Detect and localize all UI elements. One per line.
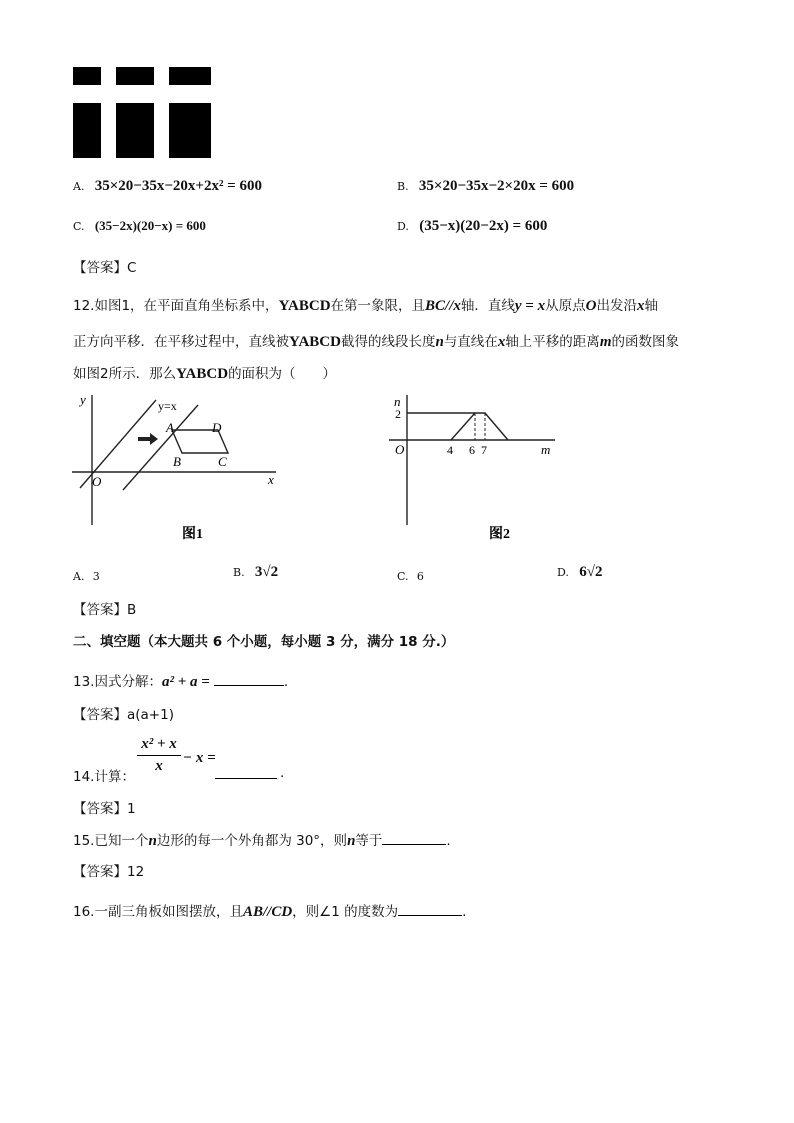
option-value: 3√2 [254, 564, 279, 580]
fraction [137, 736, 181, 775]
q12-line-3 [73, 362, 336, 383]
label-x: x [268, 472, 274, 487]
period: . [446, 833, 451, 849]
parallelogram-symbol: YABCD [278, 298, 331, 314]
label-origin: O [92, 474, 102, 489]
answer-blank[interactable] [214, 685, 284, 686]
math-x: x [636, 298, 645, 314]
block-top-2 [116, 67, 154, 85]
q15-answer: 【答案】12 [73, 864, 145, 880]
q12-option-c [397, 568, 424, 584]
q11-option-c [73, 218, 206, 234]
q11-option-d [397, 218, 547, 235]
math-ab-cd: AB//CD [242, 904, 293, 920]
text: 正方向平移．在平移过程中，直线被 [73, 334, 289, 350]
graph-outer [407, 413, 508, 440]
tick-4: 4 [447, 443, 453, 457]
text: 轴上平移的距离 [505, 334, 600, 350]
period: . [280, 765, 285, 781]
q12-figure-1 [68, 390, 283, 550]
q11-option-a [73, 178, 262, 195]
option-value: 6 [416, 570, 424, 583]
option-letter: D. [557, 566, 569, 579]
text: 12.如图1，在平面直角坐标系中， [73, 298, 279, 314]
block-bottom-2 [116, 103, 154, 158]
text: 与直线在 [443, 334, 498, 350]
arrow-right-icon [138, 433, 158, 445]
option-letter: C. [73, 220, 85, 233]
option-expr: (35−x)(20−2x) = 600 [419, 218, 548, 234]
option-letter: A. [73, 180, 85, 193]
answer-blank[interactable] [382, 844, 446, 845]
option-expr: 35×20−35x−2×20x = 600 [418, 178, 575, 194]
q12-option-b [233, 564, 278, 581]
block-bottom-1 [73, 103, 101, 158]
answer-blank[interactable] [398, 915, 462, 916]
label-b: B [173, 454, 181, 469]
section-heading: 二、填空题（本大题共 6 个小题，每小题 3 分，满分 18 分.） [73, 634, 455, 650]
label-y: y [80, 392, 86, 407]
q11-option-b [397, 178, 574, 195]
label-d: D [212, 420, 222, 435]
caption-fig-2: 图2 [489, 527, 510, 542]
label-line: y=x [158, 399, 177, 413]
label-c: C [218, 454, 227, 469]
option-letter: B. [397, 180, 409, 193]
math-yx: y = x [514, 298, 546, 314]
block-bottom-3 [169, 103, 211, 158]
label-n: n [394, 394, 401, 409]
q14 [73, 736, 373, 786]
graph-rise [451, 413, 475, 440]
math-tail: − x = [183, 750, 216, 766]
tick-2: 2 [395, 407, 401, 421]
math-m: m [599, 334, 612, 350]
option-value: 3 [92, 570, 100, 583]
label-a: A [166, 420, 174, 435]
text: 的面积为（ ） [228, 366, 337, 382]
tick-6: 6 [469, 443, 475, 457]
question-label: 14.计算： [73, 769, 135, 785]
q13 [73, 670, 288, 691]
text: 在第一象限，且 [330, 298, 426, 314]
text: 轴 [644, 298, 658, 314]
math-expr: a² + a = [161, 674, 210, 690]
q14-answer: 【答案】1 [73, 801, 136, 817]
denominator: x [155, 758, 163, 774]
math-bc: BC//x [425, 298, 461, 314]
math-n: n [347, 833, 356, 849]
option-letter: B. [233, 566, 245, 579]
q15 [73, 829, 451, 850]
q12-answer: 【答案】B [73, 602, 137, 618]
q11-answer: 【答案】C [73, 260, 137, 276]
answer-blank[interactable] [215, 762, 277, 779]
option-expr: (35−2x)(20−x) = 600 [94, 218, 206, 233]
q13-answer: 【答案】a(a+1) [73, 707, 174, 723]
question-label: 13.因式分解： [73, 674, 162, 690]
parallelogram-symbol: YABCD [176, 366, 229, 382]
label-origin: O [395, 442, 405, 457]
caption-fig-1: 图1 [182, 527, 203, 542]
q12-option-d [557, 564, 602, 581]
text: ，则∠1 的度数为 [292, 904, 399, 920]
math-n: n [148, 833, 157, 849]
text: 出发沿 [596, 298, 637, 314]
shifted-line [123, 405, 198, 490]
math-n: n [435, 334, 444, 350]
text: 16.一副三角板如图摆放，且 [73, 904, 243, 920]
text: 如图2所示．那么 [73, 366, 177, 382]
text: 轴．直线 [460, 298, 515, 314]
q12-option-a [73, 568, 100, 584]
period: . [462, 904, 467, 920]
text: 的函数图象 [611, 334, 679, 350]
q16 [73, 900, 466, 921]
q12-line-2 [73, 330, 679, 351]
math-x: x [497, 334, 506, 350]
period: . [283, 674, 289, 690]
math-o: O [585, 298, 597, 314]
numerator: x² + x [141, 736, 177, 752]
text: 15.已知一个 [73, 833, 149, 849]
block-top-3 [169, 67, 211, 85]
option-letter: A. [73, 570, 85, 583]
block-top-1 [73, 67, 101, 85]
tick-7: 7 [481, 443, 487, 457]
text: 边形的每一个外角都为 30°，则 [156, 833, 348, 849]
text: 等于 [355, 833, 383, 849]
option-letter: C. [397, 570, 409, 583]
fraction-bar [137, 755, 181, 756]
option-value: 6√2 [579, 564, 603, 580]
label-m: m [541, 442, 551, 457]
q12-line-1 [73, 294, 658, 315]
option-expr: 35×20−35x−20x+2x² = 600 [94, 178, 262, 194]
text: 从原点 [545, 298, 586, 314]
q12-figure-2 [385, 390, 565, 550]
parallelogram-symbol: YABCD [289, 334, 341, 350]
text: 截得的线段长度 [340, 334, 436, 350]
option-letter: D. [397, 220, 409, 233]
